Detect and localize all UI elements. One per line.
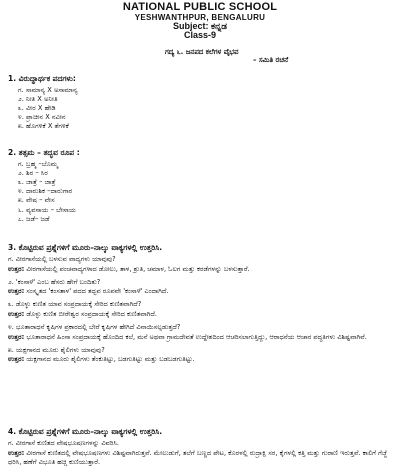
question-block bbox=[8, 278, 392, 297]
question-text: ಗ. ವೀರಗಾಸೆಯಲ್ಲಿ ಬಳಸುವ ವಾದ್ಯಗಳು ಯಾವುವು? bbox=[8, 255, 116, 263]
question-block bbox=[8, 346, 392, 365]
question-block bbox=[8, 439, 392, 466]
list-item: ೫. ವೇಷ – ವೇಸ bbox=[18, 196, 55, 205]
lesson-heading bbox=[165, 48, 395, 65]
list-item: ೨. ಶಿರ – ಸಿರ bbox=[18, 169, 48, 178]
question-text: ೩. ಡೊಳ್ಳು ಕುಣಿತ ಯಾವ ಸಂಪ್ರದಾಯಕ್ಕೆ ಸೇರಿದ ಕುಣಿತವಾಗಿದೆ? bbox=[8, 300, 142, 309]
list-item: ಗ. ಬ್ರಹ್ಮ –ಬೊಮ್ಮ bbox=[18, 160, 59, 168]
list-item: ೩. ವೀರ X ಹೇಡಿ bbox=[18, 104, 56, 113]
answer-text bbox=[8, 265, 392, 274]
question-text: ಗ. ವೀರಗಾಸೆ ಕುಣಿತದ ವೇಷಭೂಷಣಗಳನ್ನು ವಿವರಿಸಿ. bbox=[8, 439, 119, 447]
list-item: ೭. ಜಡೆ– ಜಡೆ bbox=[18, 214, 50, 223]
section-short-answers bbox=[8, 243, 392, 368]
answer-text bbox=[8, 449, 392, 467]
answer-label: ಉತ್ತರ: bbox=[8, 448, 25, 457]
section-antonyms bbox=[8, 74, 392, 132]
list-item: ೩. ಜಾತ್ರೆ – ಜಾತ್ರೆ bbox=[18, 178, 56, 187]
school-location: YESHWANTHPUR, BENGALURU bbox=[134, 12, 266, 22]
tatsama-list bbox=[8, 160, 392, 224]
list-item: ೪. ದಾರುಶಿಕ –ದಾರುಗಾರ bbox=[18, 187, 73, 196]
answer-label: ಉತ್ತರ: bbox=[8, 355, 25, 364]
document-header bbox=[8, 2, 392, 41]
answer-label: ಉತ್ತರ: bbox=[8, 310, 25, 319]
question-block bbox=[8, 300, 392, 319]
answer-body: ಸಂಸ್ಕೃತದ 'ಕಂಸತಾಳ' ಪದದ ತದ್ಭವ ರೂಪವೇ 'ಕಂಸಾಳೆ' ಎಂದಾಗಿದೆ. bbox=[26, 287, 169, 296]
section-title: 3. ಕೊಟ್ಟಿರುವ ಪ್ರಶ್ನೆಗಳಿಗೆ ಮೂರು–ನಾಲ್ಕು ವಾಕ್ಯಗಳಲ್ಲಿ ಉತ್ತರಿಸಿ. bbox=[8, 243, 163, 252]
section-tatsama-tadbhava bbox=[8, 148, 392, 224]
answer-text bbox=[8, 333, 392, 342]
section-long-answers bbox=[8, 427, 392, 470]
answer-body: ಡೊಳ್ಳು ಕುಣಿತ ಬೀರೇಶ್ವರ ಸಂಪ್ರದಾಯಕ್ಕೆ ಸೇರಿದ ಕುಣಿತವಾಗಿದೆ. bbox=[26, 310, 158, 319]
question-text: ೨. 'ಕಂಸಾಳೆ' ಎಂಬ ಹೆಸರು ಹೇಗೆ ಬಂದಿತು? bbox=[8, 277, 101, 286]
list-item: ಗ. ಸಾಮಾನ್ಯ X ಅಸಾಮಾನ್ಯ bbox=[18, 86, 78, 94]
list-item: ೨. ನೀತಿ X ಅನೀತಿ bbox=[18, 95, 58, 104]
antonym-list bbox=[8, 86, 392, 132]
answer-body: ವೀರಗಾಸೆ ಕುಣಿತದಲ್ಲಿ ವೇಷಭೂಷಣಗಳು ವಿಶಿಷ್ಟವಾಗಿರುತ್ತವೆ. ಮೇಲುಡುಗೆ, ತಲೆಗೆ ಬಣ್ಣದ ಪೇಟ, ಕೊರಳಲ್ಲಿ ರುದ್ರಾಕ್ಷಿ ಸರ, ಕೈಗಳಲ್ಲಿ ಕತ್ತಿ ಮತ್ತು ಗುರಾಣಿ ಇರುತ್ತವೆ. ಕಾಲಿಗೆ ಗೆಜ್ಜೆ ಧರಿಸಿ, ಹಣೆಗೆ ವಿಭೂತಿ ಹಚ್ಚಿ ಕುಣಿಯುತ್ತಾರೆ. bbox=[8, 448, 388, 466]
list-item: ೬. ವ್ಯವಸಾಯ – ಬೇಸಾಯ bbox=[18, 205, 77, 214]
list-item: ೪. ಪ್ರಾಚೀನ X ನವೀನ bbox=[18, 113, 66, 122]
answer-body: ವೀರಗಾಸೆಯಲ್ಲಿ ಪಂಚವಾದ್ಯಗಳಾದ ಡೋಲು, ತಾಳ, ಶ್ರುತಿ, ಚಮಾಳ, ಓಲಗ ಮತ್ತು ಕರಡೆಗಳನ್ನು ಬಳಸುತ್ತಾರೆ. bbox=[26, 264, 250, 273]
answer-text bbox=[8, 310, 392, 319]
list-item: ೫. ಹೊಗಳಿಕೆ X ತೆಗಳಿಕೆ bbox=[18, 122, 69, 131]
answer-body: ಭೂತಾರಾಧನೆ ಹಿಂಸಾ ಸಂಪ್ರದಾಯಕ್ಕೆ ಹೊಂದಿದ ಕಲೆ, ಮನೆ ಅಥವಾ ಗ್ರಾಮದೇವತೆ ಉದ್ದೇಶದಿಂದ ಆಚರಿಸಲಾಗುತ್ತಿದ್ದು, ಆರಾಧನೆಯ ಆಚಾರ ಪದ್ಧತಿಗಳು ವಿಶಿಷ್ಟವಾಗಿವೆ. bbox=[26, 332, 367, 341]
question-text: ೪. ಭೂತಾರಾಧನೆ ಕೃಷಿಗಳ ಪ್ರಕಾರದಲ್ಲಿ ಬೇರೆ ಕೃಷಿಗಳ ಹೇಗಿದೆ ವಿನಾಯಿಸಲ್ಪಡುತ್ತದೆ? bbox=[8, 322, 181, 331]
class-label: Class-9 bbox=[183, 30, 217, 41]
question-block bbox=[8, 323, 392, 342]
answer-body: ಯಕ್ಷಗಾನದ ಮೂರು ಶೈಲಿಗಳು ತೆಂಕುತಿಟ್ಟು, ಬಡಗುತಿಟ್ಟು ಮತ್ತು ಬಡಬಡಗುತಿಟ್ಟು. bbox=[26, 355, 195, 364]
question-block bbox=[8, 255, 392, 274]
lesson-title: ಗದ್ಯ ೬. ಜನಪದ ಕಲೆಗಳ ವೈಭವ bbox=[165, 48, 239, 56]
answer-label: ಉತ್ತರ: bbox=[8, 287, 25, 296]
question-text: ೫. ಯಕ್ಷಗಾನದ ಮೂರು ಶೈಲಿಗಳು ಯಾವುವು? bbox=[8, 345, 105, 354]
lesson-author: – ಸಮಿತಿ ರಚನೆ bbox=[253, 56, 289, 65]
school-name: NATIONAL PUBLIC SCHOOL bbox=[122, 1, 278, 13]
section-title: 1. ವಿರುದ್ಧಾರ್ಥಕ ಪದಗಳು: bbox=[8, 74, 76, 83]
section-title: 4. ಕೊಟ್ಟಿರುವ ಪ್ರಶ್ನೆಗಳಿಗೆ ಮೂರು–ನಾಲ್ಕು ವಾಕ್ಯಗಳಲ್ಲಿ ಉತ್ತರಿಸಿ. bbox=[8, 427, 163, 436]
section-title: 2. ತತ್ಸಮ – ತದ್ಭವ ರೂಪ : bbox=[8, 148, 80, 157]
subject-label: Subject: ಕನ್ನಡ bbox=[172, 20, 227, 31]
document-page bbox=[0, 2, 400, 472]
answer-label: ಉತ್ತರ: bbox=[8, 332, 25, 341]
answer-text bbox=[8, 355, 392, 364]
answer-text bbox=[8, 287, 392, 296]
answer-label: ಉತ್ತರ: bbox=[8, 264, 25, 273]
